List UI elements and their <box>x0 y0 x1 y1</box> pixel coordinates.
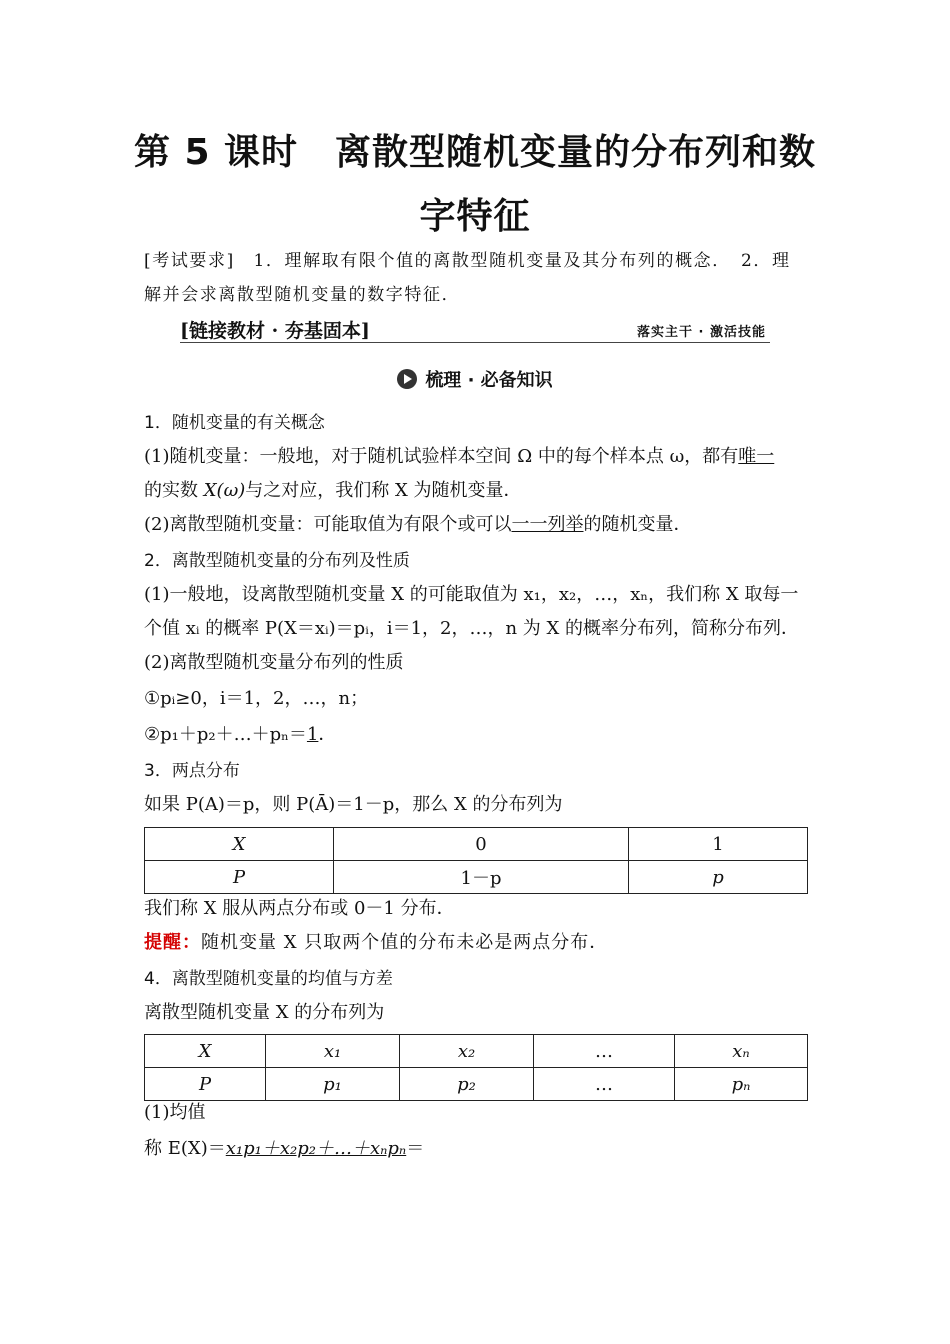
subsection-heading-text: 梳理 · 必备知识 <box>425 370 553 391</box>
table-row <box>145 861 808 894</box>
page-title-line1: 第 5 课时 离散型随机变量的分布列和数 <box>133 132 817 173</box>
table-cell: pₙ <box>675 1068 808 1101</box>
table-cell: 1 <box>629 828 808 861</box>
table-cell: xₙ <box>675 1035 808 1068</box>
table-cell: X <box>145 1035 266 1068</box>
table-cell: x₁ <box>266 1035 400 1068</box>
s1-heading: 1．随机变量的有关概念 <box>144 413 325 433</box>
distribution-table <box>144 1034 808 1101</box>
table-cell: … <box>534 1035 675 1068</box>
s2-p3: ①pᵢ≥0，i＝1，2，…，n； <box>144 688 369 709</box>
s1-p1-blank: 唯一 <box>738 446 775 467</box>
exam-requirement-line2: 解并会求离散型随机变量的数字特征． <box>144 285 461 305</box>
s2-p1-line2: 个值 xᵢ 的概率 P(X＝xᵢ)＝pᵢ，i＝1，2，…，n 为 X 的概率分布列，简称分布列． <box>144 618 800 639</box>
table-row <box>145 1068 808 1101</box>
table-cell: 1－p <box>334 861 629 894</box>
table-cell: p₁ <box>266 1068 400 1101</box>
section-bar <box>180 316 770 343</box>
s1-p2-tail: 的随机变量． <box>583 514 692 535</box>
s4-p1: 离散型随机变量 X 的分布列为 <box>144 1002 385 1023</box>
s2-p1-line1: (1)一般地，设离散型随机变量 X 的可能取值为 x₁，x₂，…，xₙ，我们称 X 取每一 <box>144 584 799 605</box>
two-point-distribution-table <box>144 827 808 894</box>
s2-p4-text: ②p₁＋p₂＋…＋pₙ＝ <box>144 724 307 745</box>
table-cell: 0 <box>334 828 629 861</box>
note-label: 提醒： <box>144 932 201 953</box>
section-bar-subtitle: 落实主干 · 激活技能 <box>637 325 766 340</box>
s2-p2: (2)离散型随机变量分布列的性质 <box>144 652 404 673</box>
table-cell: P <box>145 1068 266 1101</box>
s2-p4-tail: ． <box>318 724 337 745</box>
page-title-line2: 字特征 <box>419 196 531 237</box>
s4-p3-tail: ＝ <box>406 1138 425 1159</box>
s3-note <box>144 928 808 958</box>
play-circle-icon <box>397 369 417 389</box>
table-row <box>145 1035 808 1068</box>
table-cell: P <box>145 861 334 894</box>
section-bar-title: [链接教材 · 夯基固本] <box>180 320 370 342</box>
s1-p1-text: (1)随机变量：一般地，对于随机试验样本空间 Ω 中的每个样本点 ω，都有 <box>144 446 739 467</box>
s2-p4 <box>144 720 808 750</box>
s1-p2-text: (2)离散型随机变量：可能取值为有限个或可以 <box>144 514 512 535</box>
table-cell: p <box>629 861 808 894</box>
s3-p2: 我们称 X 服从两点分布或 0－1 分布． <box>144 898 455 919</box>
s1-p1-line2 <box>144 476 808 506</box>
s4-p3-blank: x₁p₁＋x₂p₂＋…＋xₙpₙ <box>225 1138 407 1159</box>
s2-heading: 2．离散型随机变量的分布列及性质 <box>144 551 410 571</box>
s3-p1: 如果 P(A)＝p，则 P(Ā)＝1－p，那么 X 的分布列为 <box>144 794 563 815</box>
s4-p3-text: 称 E(X)＝ <box>144 1138 226 1159</box>
s1-p1b-pre: 的实数 <box>144 480 204 501</box>
s1-p1-line1 <box>144 442 808 472</box>
exam-requirement-line1: [考试要求] 1．理解取有限个值的离散型随机变量及其分布列的概念． 2．理 <box>144 251 791 271</box>
s1-p1b-post: 与之对应，我们称 X 为随机变量． <box>245 480 522 501</box>
s1-p2-blank: 一一列举 <box>511 514 584 535</box>
s4-p2: (1)均值 <box>144 1102 206 1123</box>
s4-p3 <box>144 1134 808 1164</box>
s2-p4-blank: 1 <box>306 724 319 745</box>
table-row <box>145 828 808 861</box>
subsection-heading <box>0 366 950 392</box>
table-cell: X <box>145 828 334 861</box>
s1-p1b-expr: X(ω) <box>203 480 246 501</box>
s1-p2 <box>144 510 808 540</box>
table-cell: x₂ <box>400 1035 534 1068</box>
s3-heading: 3．两点分布 <box>144 761 240 781</box>
table-cell: p₂ <box>400 1068 534 1101</box>
note-text: 随机变量 X 只取两个值的分布未必是两点分布． <box>201 932 609 953</box>
table-cell: … <box>534 1068 675 1101</box>
s4-heading: 4．离散型随机变量的均值与方差 <box>144 969 393 989</box>
